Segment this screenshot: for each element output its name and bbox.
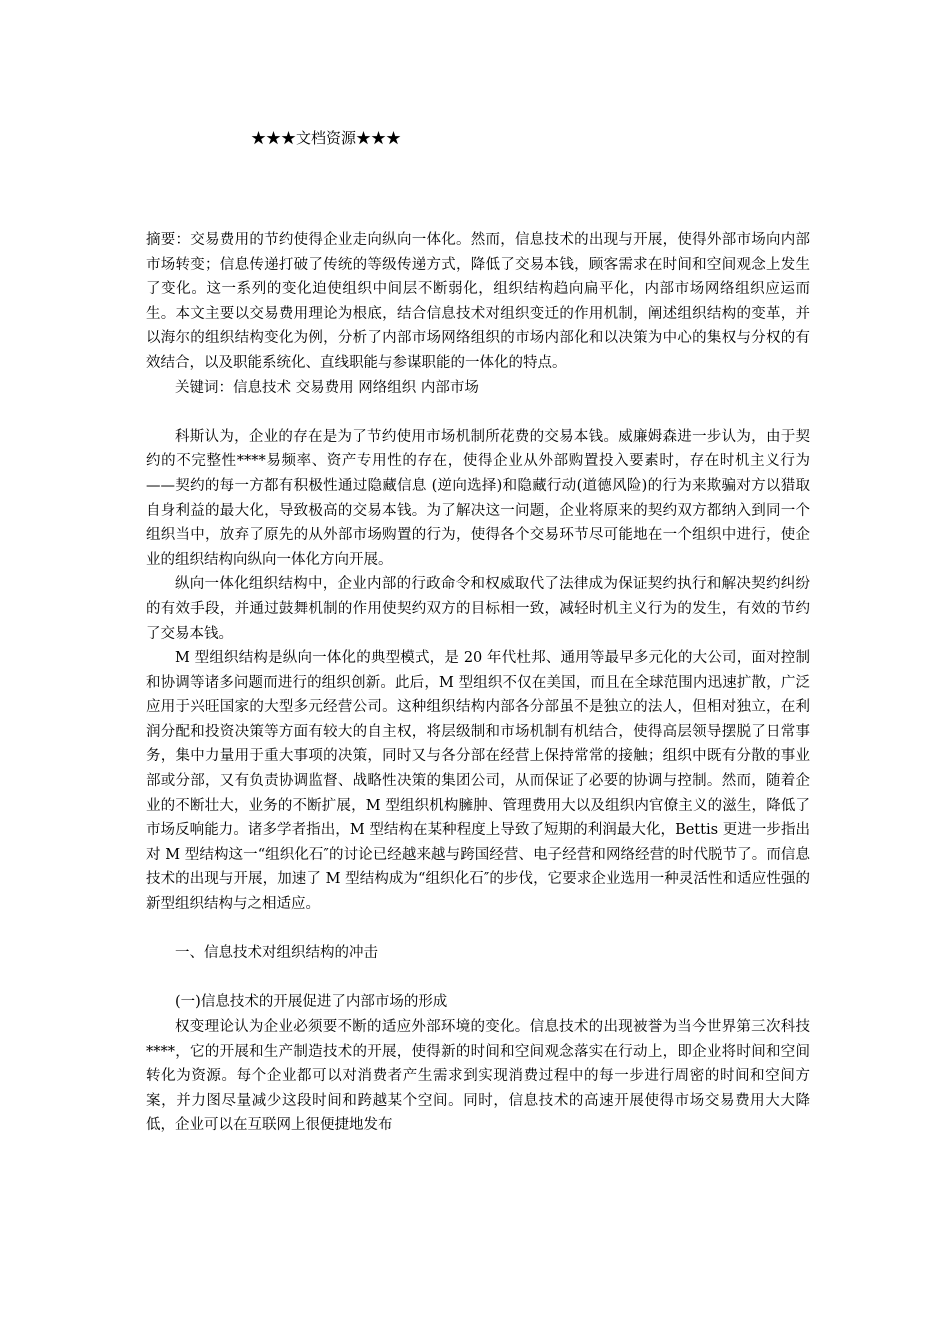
paragraph-contingency: 权变理论认为企业必须要不断的适应外部环境的变化。信息技术的出现被誉为当今世界第三次科技****，它的开展和生产制造技术的开展，使得新的时间和空间观念落实在行动上，即企业将时间和空间转化为资源。每个企业都可以对消费者产生需求到实现消费过程中的每一步进行周密的时间和空间方案，并力图尽量减少这段时间和跨越某个空间。同时，信息技术的高速开展使得市场交易费用大大降低，企业可以在互联网上很便捷地发布 — [146, 1019, 810, 1134]
blank-line — [146, 400, 810, 425]
keywords-line: 关键词：信息技术 交易费用 网络组织 内部市场 — [175, 379, 479, 396]
paragraph-coase: 科斯认为，企业的存在是为了节约使用市场机制所花费的交易本钱。威廉姆森进一步认为，由于契约的不完整性****易频率、资产专用性的存在，使得企业从外部购置投入要素时，存在时机主义行为——契约的每一方都有积极性通过隐藏信息 (逆向选择)和隐藏行动(道德风险)的行为来欺骗对方以猎取自身利益的最大化，导致极高的交易本钱。为了解决这一问题，企业将原来的契约双方都纳入到同一个组织当中，放弃了原先的从外部市场购置的行为，使得各个交易环节尽可能地在一个组织中进行，使企业的组织结构向纵向一体化方向开展。 — [146, 428, 810, 568]
paragraph-vertical-integration: 纵向一体化组织结构中，企业内部的行政命令和权威取代了法律成为保证契约执行和解决契约纠纷的有效手段，并通过鼓舞机制的作用使契约双方的目标相一致，减轻时机主义行为的发生，有效的节约了交易本钱。 — [146, 576, 810, 642]
document-body — [146, 228, 810, 1138]
section-heading-1: 一、信息技术对组织结构的冲击 — [175, 945, 378, 962]
header-banner: ★★★文档资源★★★ — [251, 129, 402, 147]
blank-line — [146, 966, 810, 991]
abstract-paragraph: 摘要：交易费用的节约使得企业走向纵向一体化。然而，信息技术的出现与开展，使得外部市场向内部市场转变；信息传递打破了传统的等级传递方式，降低了交易本钱，顾客需求在时间和空间观念上发生了变化。这一系列的变化迫使组织中间层不断弱化，组织结构趋向扁平化，内部市场网络组织应运而生。本文主要以交易费用理论为根底，结合信息技术对组织变迁的作用机制，阐述组织结构的变革，并以海尔的组织结构变化为例，分析了内部市场网络组织的市场内部化和以决策为中心的集权与分权的有效结合，以及职能系统化、直线职能与参谋职能的一体化的特点。 — [146, 232, 810, 371]
blank-line — [146, 917, 810, 942]
paragraph-m-form: M 型组织结构是纵向一体化的典型模式，是 20 年代杜邦、通用等最早多元化的大公司，面对控制和协调等诸多问题而进行的组织创新。此后，M 型组织不仅在美国，而且在全球范围内迅速扩散，广泛应用于兴旺国家的大型多元经营公司。这种组织结构内部各分部虽不是独立的法人，但相对独立，在利润分配和投资决策等方面有较大的自主权，将层级制和市场机制有机结合，使得高层领导摆脱了日常事务，集中力量用于重大事项的决策，同时又与各分部在经营上保持常常的接触；组织中既有分散的事业部或分部，又有负责协调监督、战略性决策的集团公司，从而保证了必要的协调与控制。然而，随着企业的不断壮大，业务的不断扩展，M 型组织机构臃肿、管理费用大以及组织内官僚主义的滋生，降低了市场反响能力。诸多学者指出，M 型结构在某种程度上导致了短期的利润最大化，Bettis 更进一步指出对 M 型结构这一“组织化石″的讨论已经越来越与跨国经营、电子经营和网络经营的时代脱节了。而信息技术的出现与开展，加速了 M 型结构成为“组织化石″的步伐，它要求企业选用一种灵活性和适应性强的新型组织结构与之相适应。 — [146, 650, 810, 913]
subsection-heading-1: (一)信息技术的开展促进了内部市场的形成 — [175, 994, 448, 1011]
